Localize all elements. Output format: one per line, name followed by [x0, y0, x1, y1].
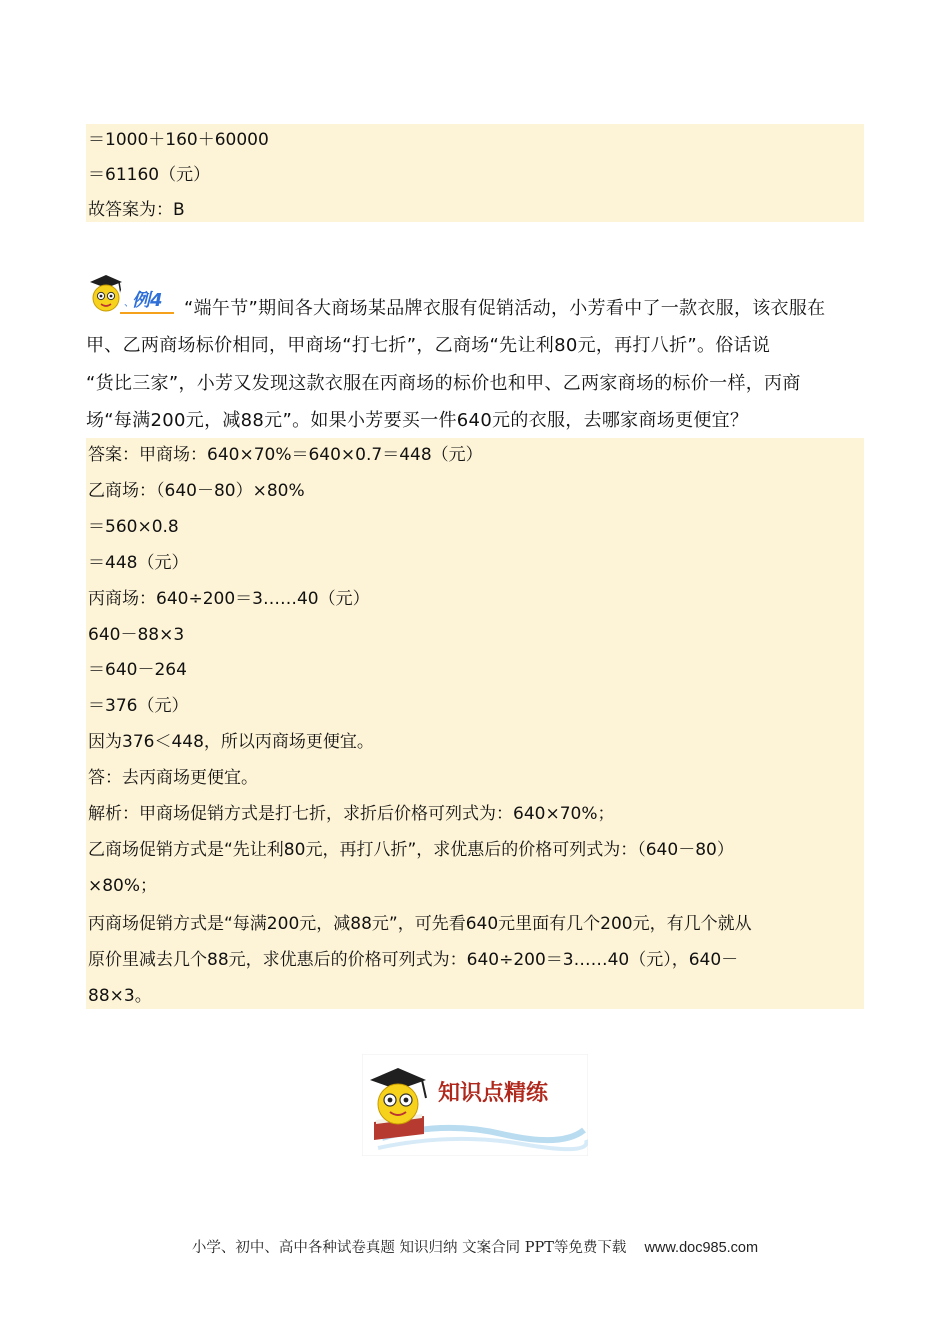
- answer-line: 答：去丙商场更便宜。: [88, 768, 258, 788]
- answer-line: ＝560×0.8: [88, 517, 179, 537]
- question-line: 甲、乙两商场标价相同，甲商场“打七折”，乙商场“先让利80元，再打八折”。俗话说: [86, 335, 771, 356]
- answer-line: ＝640－264: [88, 660, 187, 680]
- answer-line: 答案：甲商场：640×70%＝640×0.7＝448（元）: [88, 445, 483, 465]
- answer-line: 解析：甲商场促销方式是打七折，求折后价格可列式为：640×70%；: [88, 804, 615, 824]
- banner-label: 知识点精练: [438, 1081, 549, 1106]
- question-line: “货比三家”，小芳又发现这款衣服在丙商场的标价也和甲、乙两家商场的标价一样，丙商: [86, 373, 801, 394]
- answer-line: 乙商场促销方式是“先让利80元，再打八折”，求优惠后的价格可列式为：（640－80）: [88, 840, 734, 860]
- solution-line: ＝1000＋160＋60000: [88, 130, 269, 150]
- example-badge-label: 例4: [132, 290, 163, 311]
- answer-line: 原价里减去几个88元，求优惠后的价格可列式为：640÷200＝3……40（元），640－: [88, 950, 739, 970]
- question-line: “端午节”期间各大商场某品牌衣服有促销活动，小芳看中了一款衣服，该衣服在: [184, 298, 826, 319]
- knowledge-practice-banner: [362, 1054, 588, 1156]
- solution-line: ＝61160（元）: [88, 165, 211, 185]
- answer-line: 640－88×3: [88, 625, 185, 645]
- answer-line: 因为376＜448，所以丙商场更便宜。: [88, 732, 374, 752]
- footer-url[interactable]: www.doc985.com: [644, 1240, 759, 1256]
- solution-line: 故答案为：B: [88, 200, 185, 220]
- svg-text:、: 、: [124, 298, 134, 309]
- answer-line: ×80%；: [88, 876, 158, 896]
- answer-line: ＝376（元）: [88, 696, 189, 716]
- page-footer: [0, 1236, 950, 1257]
- footer-text: 小学、初中、高中各种试卷真题 知识归纳 文案合同 PPT等免费下载: [191, 1240, 627, 1256]
- previous-solution-block: [86, 124, 864, 222]
- answer-line: ＝448（元）: [88, 553, 189, 573]
- answer-line: 88×3。: [88, 986, 152, 1006]
- example-badge-icon: [86, 268, 178, 318]
- answer-line: 丙商场：640÷200＝3……40（元）: [88, 589, 370, 609]
- question-line: 场“每满200元，减88元”。如果小芳要买一件640元的衣服，去哪家商场更便宜？: [86, 410, 749, 431]
- answer-line: 丙商场促销方式是“每满200元，减88元”，可先看640元里面有几个200元，有几个就从: [88, 914, 752, 934]
- answer-line: 乙商场：（640－80）×80%: [88, 481, 305, 501]
- answer-block: [86, 438, 864, 1009]
